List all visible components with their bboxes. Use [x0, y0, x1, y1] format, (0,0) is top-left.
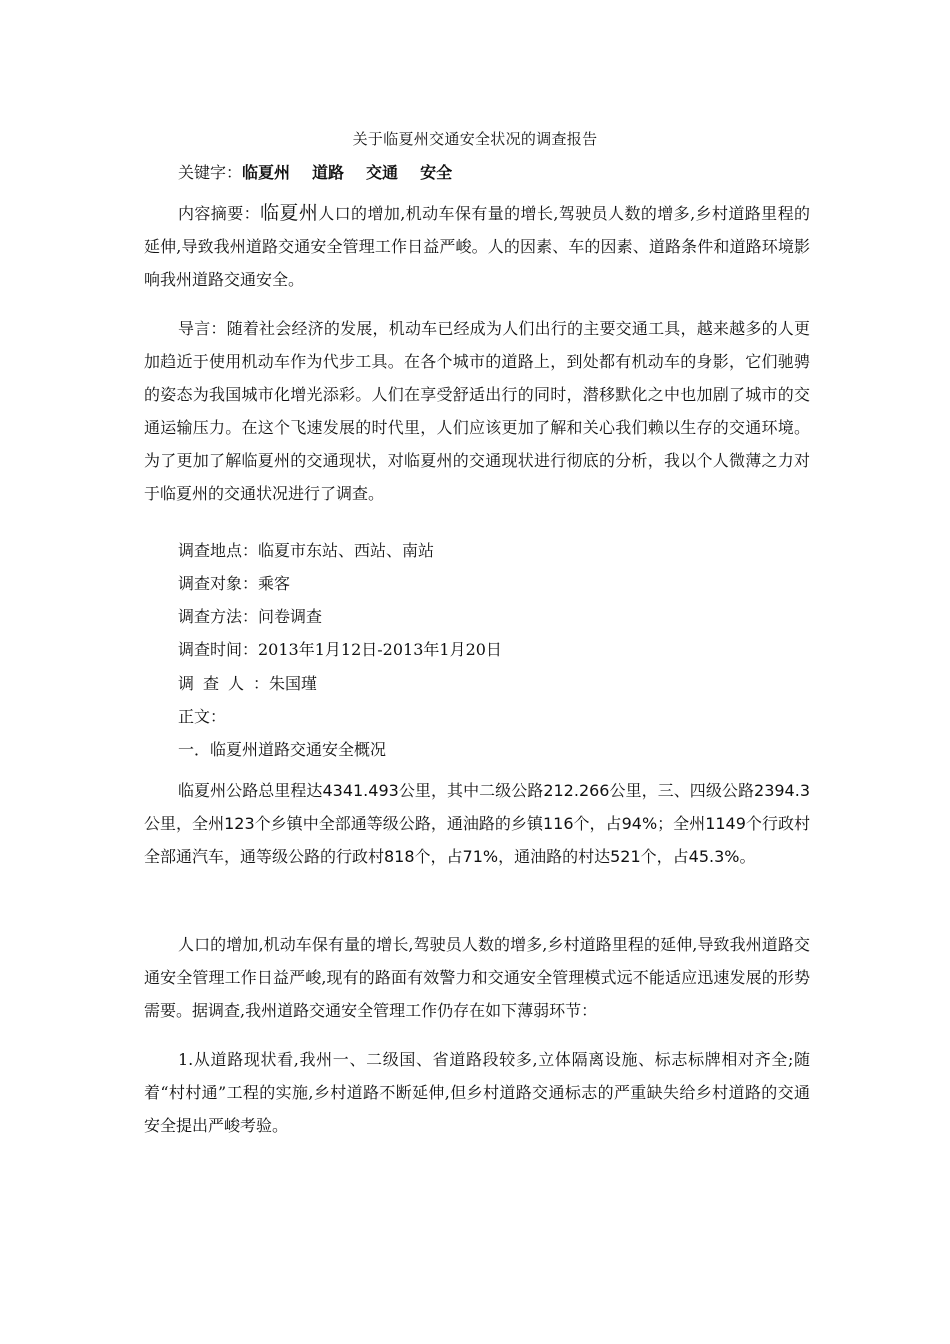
section-1-paragraph-3: 1.从道路现状看,我州一、二级国、省道路段较多,立体隔离设施、标志标牌相对齐全;随着“村村通”工程的实施,乡村道路不断延伸,但乡村道路交通标志的严重缺失给乡村道路的交通安全提出严峻考验。 — [144, 1050, 810, 1135]
keyword-4: 安全 — [420, 163, 453, 182]
investigator-value: ：朱国瑾 — [253, 674, 318, 693]
survey-investigator — [178, 671, 317, 694]
abstract-label: 内容摘要： — [178, 204, 261, 223]
investigator-label: 调查人 — [178, 674, 254, 693]
body-label: 正文： — [178, 707, 227, 726]
section-1-paragraph-1: 临夏州公路总里程达4341.493公里，其中二级公路212.266公里，三、四级公路2394.3公里，全州123个乡镇中全部通等级公路，通油路的乡镇116个，占94%；全州1149个行政村全部通汽车，通等级公路的行政村818个，占71%，通油路的村达521个，占45.3%。 — [144, 781, 810, 866]
survey-location: 调查地点：临夏市东站、西站、南站 — [178, 541, 435, 560]
keyword-1: 临夏州 — [242, 163, 291, 182]
abstract-paragraph — [144, 197, 810, 296]
abstract-lead: 临夏州 — [260, 202, 319, 224]
keyword-2: 道路 — [312, 163, 345, 182]
section-1-paragraph-2: 人口的增加,机动车保有量的增长,驾驶员人数的增多,乡村道路里程的延伸,导致我州道路交通安全管理工作日益严峻,现有的路面有效警力和交通安全管理模式远不能适应迅速发展的形势需要。据调查,我州道路交通安全管理工作仍存在如下薄弱环节： — [144, 935, 810, 1020]
intro-paragraph: 导言：随着社会经济的发展，机动车已经成为人们出行的主要交通工具，越来越多的人更加趋近于使用机动车作为代步工具。在各个城市的道路上，到处都有机动车的身影，它们驰骋的姿态为我国城市化增光添彩。人们在享受舒适出行的同时，潜移默化之中也加剧了城市的交通运输压力。在这个飞速发展的时代里，人们应该更加了解和关心我们赖以生存的交通环境。为了更加了解临夏州的交通现状，对临夏州的交通现状进行彻底的分析，我以个人微薄之力对于临夏州的交通状况进行了调查。 — [144, 319, 810, 503]
section-1-heading: 一．临夏州道路交通安全概况 — [178, 740, 387, 759]
survey-subject: 调查对象：乘客 — [178, 574, 291, 593]
survey-time: 调查时间：2013年1月12日-2013年1月20日 — [178, 640, 502, 659]
survey-method: 调查方法：问卷调查 — [178, 607, 323, 626]
report-title: 关于临夏州交通安全状况的调查报告 — [352, 130, 598, 148]
keywords-line — [178, 160, 474, 183]
keywords-label: 关键字： — [178, 163, 243, 182]
keyword-3: 交通 — [366, 163, 399, 182]
abstract-text: 人口的增加,机动车保有量的增长,驾驶员人数的增多,乡村道路里程的延伸,导致我州道路交通安全管理工作日益严峻。人的因素、车的因素、道路条件和道路环境影响我州道路交通安全。 — [144, 204, 810, 289]
